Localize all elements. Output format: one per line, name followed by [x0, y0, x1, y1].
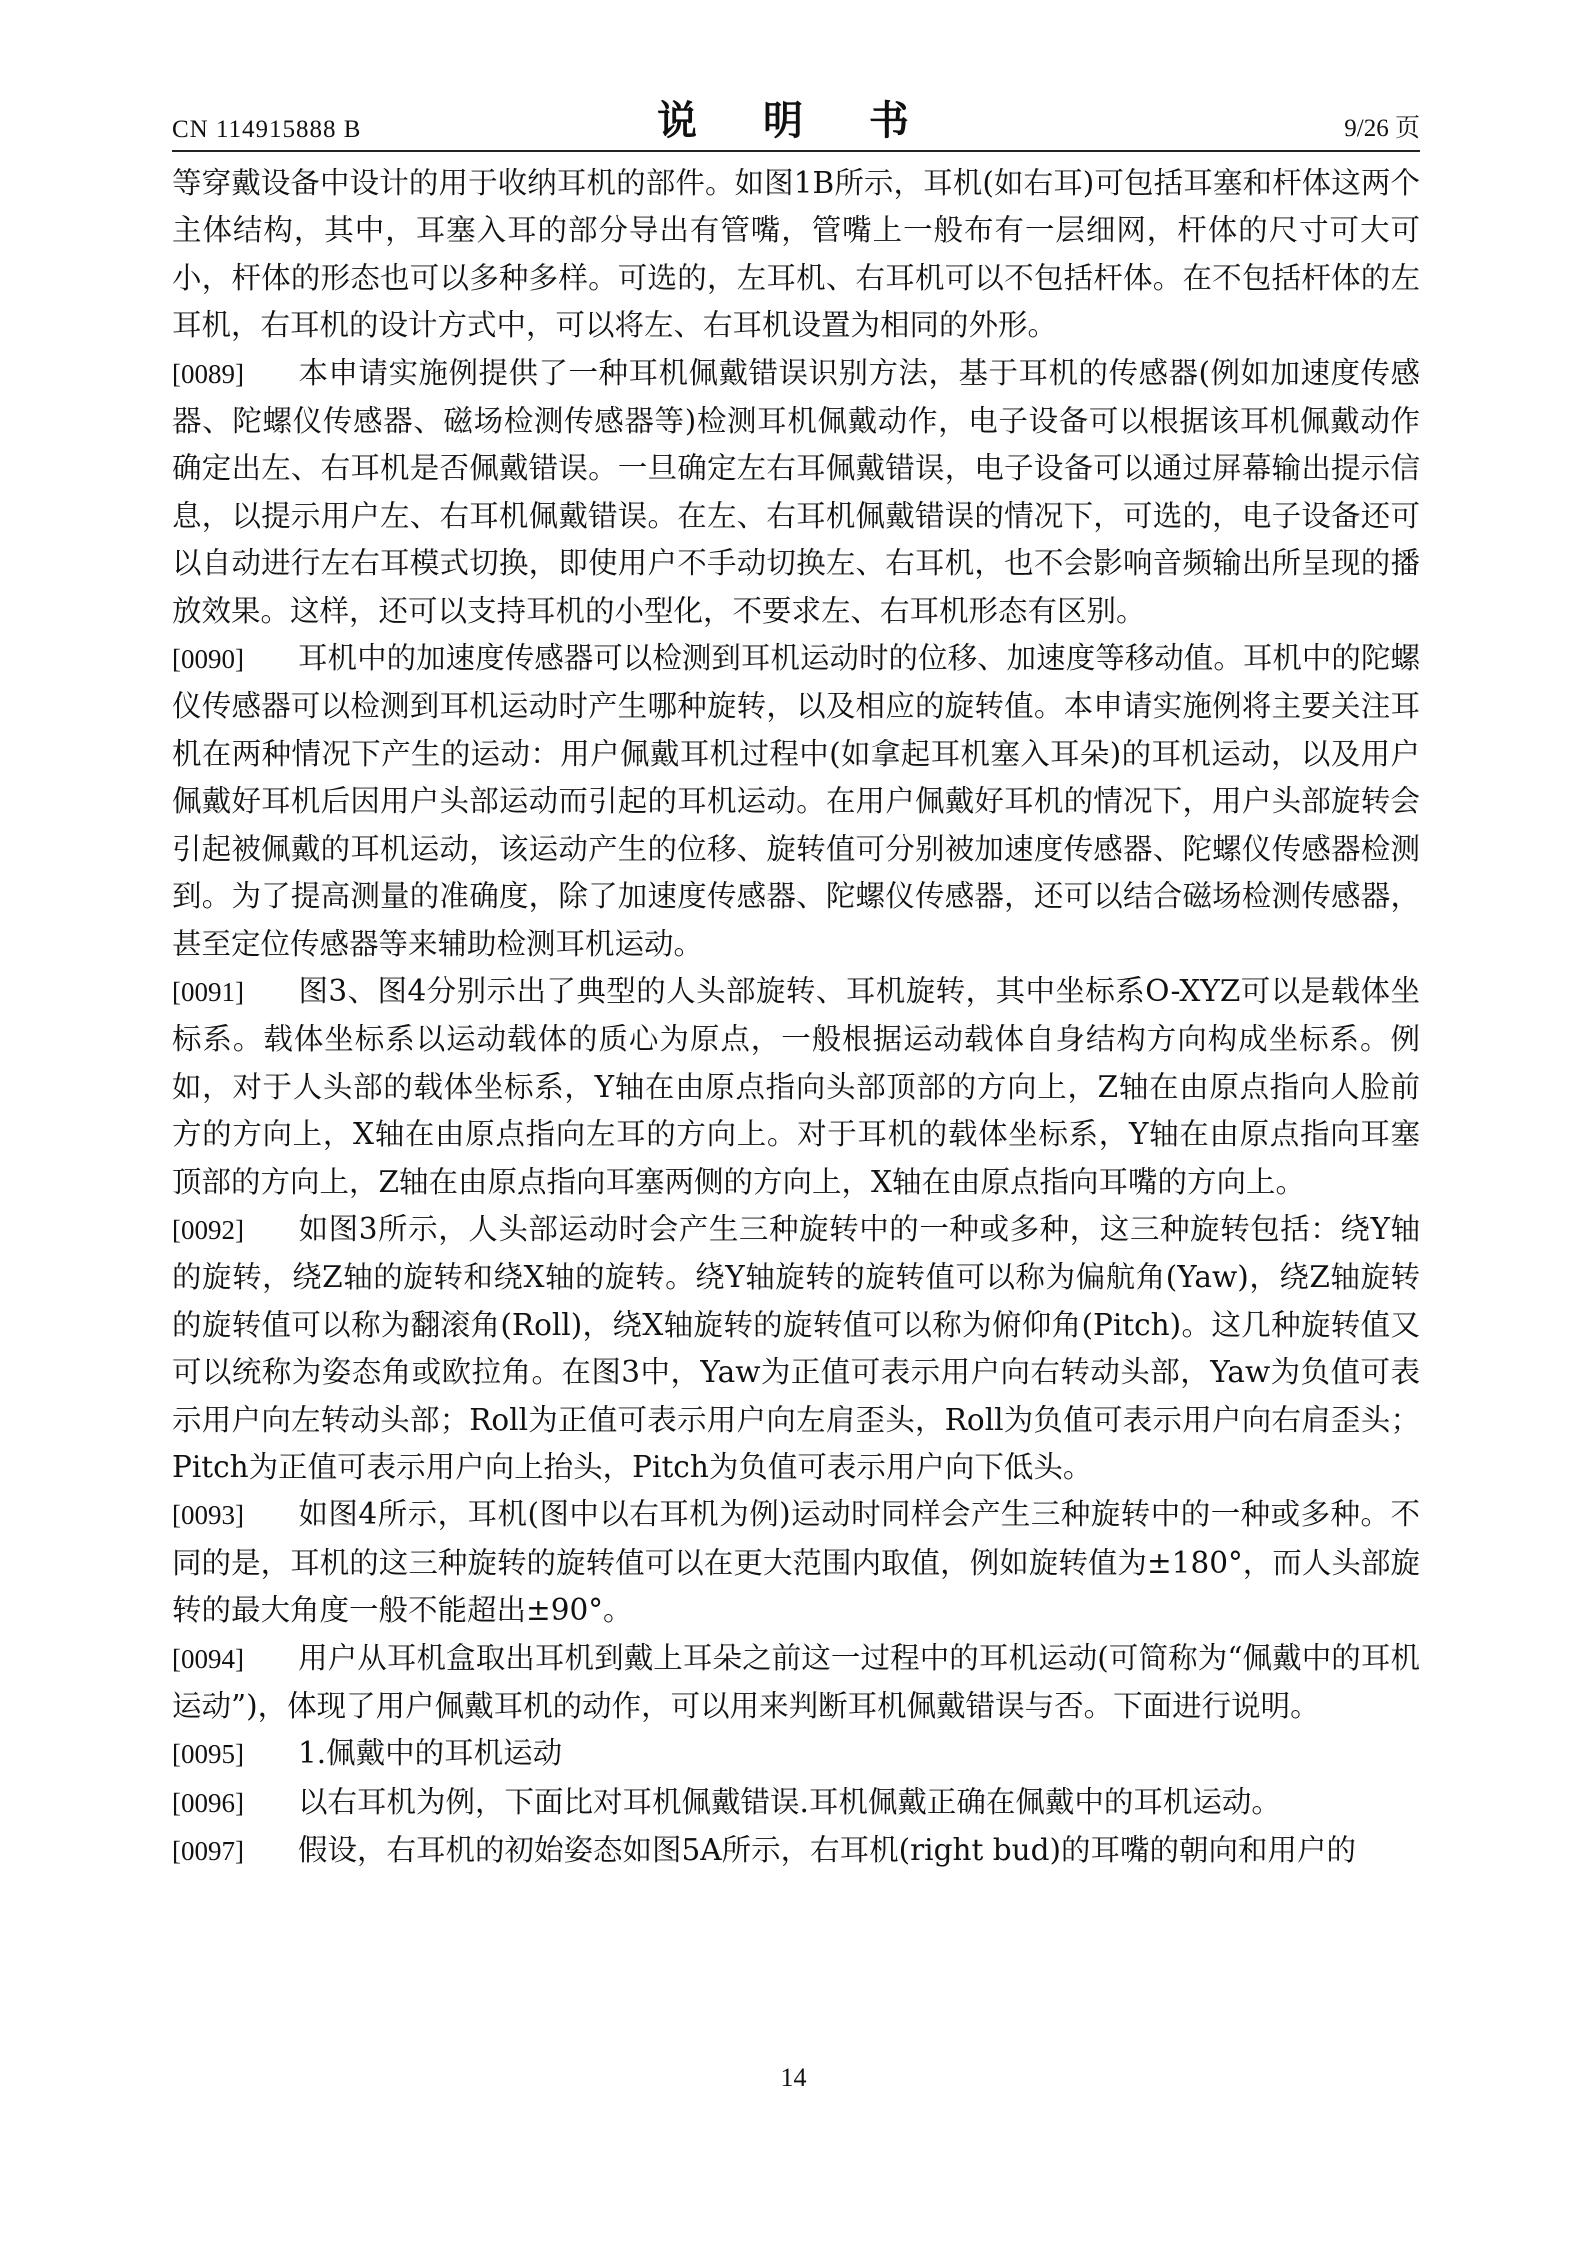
paragraph-number: [0095]	[172, 1739, 244, 1770]
paragraph-text: 假设，右耳机的初始姿态如图5A所示，右耳机(right bud)的耳嘴的朝向和用户的	[298, 1833, 1357, 1868]
header-divider	[172, 150, 1420, 152]
paragraph-0094	[172, 1635, 1420, 1731]
paragraph-number: [0092]	[172, 1214, 244, 1245]
paragraph-0091	[172, 968, 1420, 1206]
page-number: 14	[780, 2063, 807, 2092]
paragraph-number: [0089]	[172, 358, 244, 389]
paragraph-text: 1.佩戴中的耳机运动	[298, 1736, 563, 1771]
paragraph-text: 如图4所示，耳机(图中以右耳机为例)运动时同样会产生三种旋转中的一种或多种。不同的是，耳机的这三种旋转的旋转值可以在更大范围内取值，例如旋转值为±180°，而人头部旋转的最大角度一般不能超出±90°。	[172, 1497, 1420, 1628]
paragraph-0096	[172, 1779, 1420, 1827]
paragraph-number: [0090]	[172, 644, 244, 675]
paragraph-0095	[172, 1730, 1420, 1778]
paragraph-number: [0091]	[172, 976, 244, 1007]
paragraph-text: 等穿戴设备中设计的用于收纳耳机的部件。如图1B所示，耳机(如右耳)可包括耳塞和杆体这两个主体结构，其中，耳塞入耳的部分导出有管嘴，管嘴上一般布有一层细网，杆体的尺寸可大可小，杆体的形态也可以多种多样。可选的，左耳机、右耳机可以不包括杆体。在不包括杆体的左耳机，右耳机的设计方式中，可以将左、右耳机设置为相同的外形。	[172, 166, 1420, 343]
page-info: 9/26 页	[1344, 115, 1420, 142]
paragraph-continued	[172, 160, 1420, 350]
paragraph-number: [0093]	[172, 1500, 244, 1531]
paragraph-text: 如图3所示，人头部运动时会产生三种旋转中的一种或多种，这三种旋转包括：绕Y轴的旋转，绕Z轴的旋转和绕X轴的旋转。绕Y轴旋转的旋转值可以称为偏航角(Yaw)，绕Z轴旋转的旋转值可以称为翻滚角(Roll)，绕X轴旋转的旋转值可以称为俯仰角(Pitch)。这几种旋转值又可以统称为姿态角或欧拉角。在图3中，Yaw为正值可表示用户向右转动头部，Yaw为负值可表示用户向左转动头部；Roll为正值可表示用户向左肩歪头，Roll为负值可表示用户向右肩歪头；Pitch为正值可表示用户向上抬头，Pitch为负值可表示用户向下低头。	[172, 1211, 1420, 1484]
paragraph-0089	[172, 350, 1420, 635]
paragraph-text: 以右耳机为例，下面比对耳机佩戴错误.耳机佩戴正确在佩戴中的耳机运动。	[298, 1784, 1281, 1819]
paragraph-number: [0096]	[172, 1787, 244, 1818]
paragraph-text: 耳机中的加速度传感器可以检测到耳机运动时的位移、加速度等移动值。耳机中的陀螺仪传感器可以检测到耳机运动时产生哪种旋转，以及相应的旋转值。本申请实施例将主要关注耳机在两种情况下产生的运动：用户佩戴耳机过程中(如拿起耳机塞入耳朵)的耳机运动，以及用户佩戴好耳机后因用户头部运动而引起的耳机运动。在用户佩戴好耳机的情况下，用户头部旋转会引起被佩戴的耳机运动，该运动产生的位移、旋转值可分别被加速度传感器、陀螺仪传感器检测到。为了提高测量的准确度，除了加速度传感器、陀螺仪传感器，还可以结合磁场检测传感器，甚至定位传感器等来辅助检测耳机运动。	[172, 641, 1420, 961]
paragraph-text: 用户从耳机盒取出耳机到戴上耳朵之前这一过程中的耳机运动(可简称为“佩戴中的耳机运动”)，体现了用户佩戴耳机的动作，可以用来判断耳机佩戴错误与否。下面进行说明。	[172, 1640, 1420, 1723]
paragraph-0092	[172, 1206, 1420, 1491]
page-header	[172, 97, 1420, 150]
paragraph-number: [0094]	[172, 1643, 244, 1674]
page-title: 说 明 书	[657, 97, 935, 144]
paragraph-0097	[172, 1827, 1420, 1875]
paragraph-0093	[172, 1491, 1420, 1634]
paragraph-0090	[172, 635, 1420, 968]
paragraph-text: 图3、图4分别示出了典型的人头部旋转、耳机旋转，其中坐标系O-XYZ可以是载体坐标系。载体坐标系以运动载体的质心为原点，一般根据运动载体自身结构方向构成坐标系。例如，对于人头部的载体坐标系，Y轴在由原点指向头部顶部的方向上，Z轴在由原点指向人脸前方的方向上，X轴在由原点指向左耳的方向上。对于耳机的载体坐标系，Y轴在由原点指向耳塞顶部的方向上，Z轴在由原点指向耳塞两侧的方向上，X轴在由原点指向耳嘴的方向上。	[172, 973, 1420, 1199]
patent-number: CN 114915888 B	[172, 116, 362, 143]
paragraph-text: 本申请实施例提供了一种耳机佩戴错误识别方法，基于耳机的传感器(例如加速度传感器、陀螺仪传感器、磁场检测传感器等)检测耳机佩戴动作，电子设备可以根据该耳机佩戴动作确定出左、右耳机是否佩戴错误。一旦确定左右耳佩戴错误，电子设备可以通过屏幕输出提示信息，以提示用户左、右耳机佩戴错误。在左、右耳机佩戴错误的情况下，可选的，电子设备还可以自动进行左右耳模式切换，即使用户不手动切换左、右耳机，也不会影响音频输出所呈现的播放效果。这样，还可以支持耳机的小型化，不要求左、右耳机形态有区别。	[172, 355, 1420, 628]
paragraph-number: [0097]	[172, 1836, 244, 1867]
document-body	[172, 160, 1420, 1876]
